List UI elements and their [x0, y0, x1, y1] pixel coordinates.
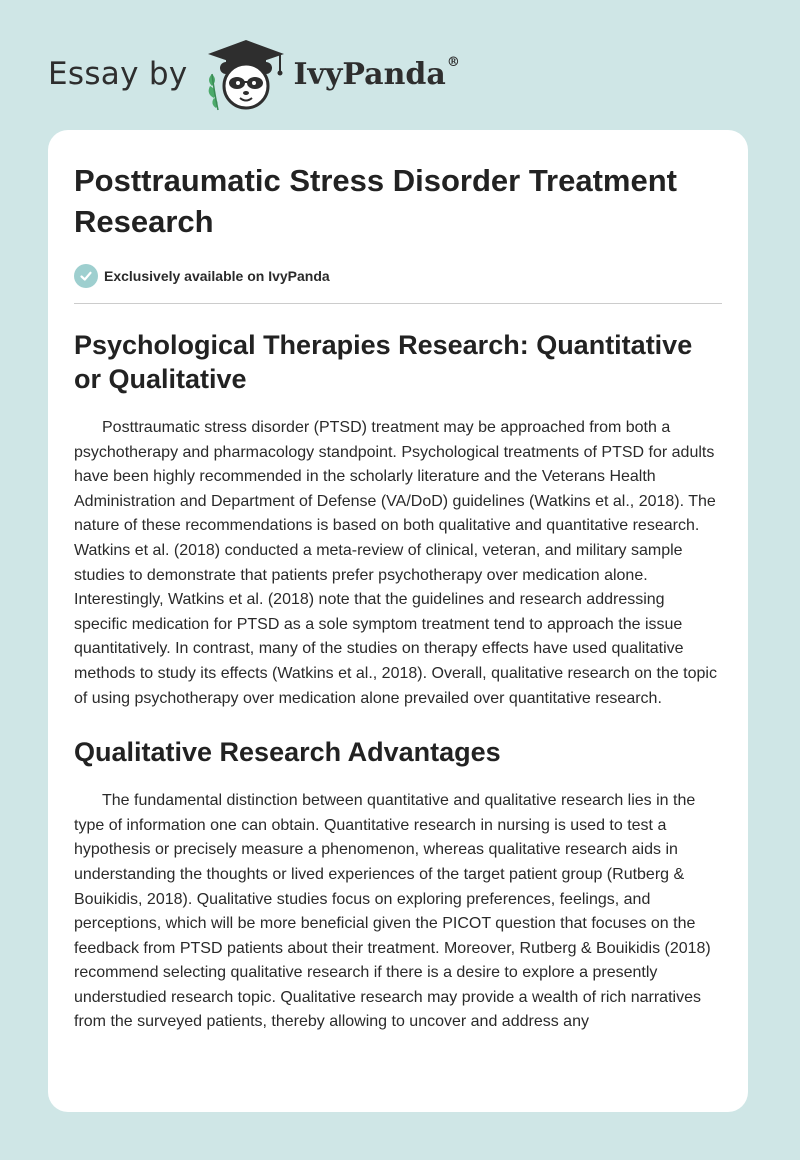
exclusive-badge	[74, 262, 722, 290]
section-heading-2: Qualitative Research Advantages	[74, 737, 501, 768]
section-paragraph-1: Posttraumatic stress disorder (PTSD) treatment may be approached from both a psychotherapy and pharmacology standpoint. Psychological treatments of PTSD for adults have been highly recommended in the scholarly literature and the Veterans Health Administration and Department of Defense (VA/DoD) guidelines (Watkins et al., 2018). The nature of these recommendations is based on both qualitative and quantitative research. Watkins et al. (2018) conducted a meta-review of clinical, veteran, and military sample studies to demonstrate that patients prefer psychotherapy over medication alone. Interestingly, Watkins et al. (2018) note that the guidelines and research addressing specific medication for PTSD as a sole symptom treatment tend to approach the issue quantitatively. In contrast, many of the studies on therapy effects have used qualitative methods to study its effects (Watkins et al., 2018). Overall, qualitative research on the topic of using psychotherapy over medication alone prevailed over quantitative research.	[74, 419, 717, 707]
check-icon	[74, 264, 98, 288]
site-header	[48, 34, 460, 114]
section-paragraph-2: The fundamental distinction between quantitative and qualitative research lies in the type of information one can obtain. Quantitative research in nursing is used to test a hypothesis or precisely measure a phenomenon, whereas qualitative research aids in understanding the thoughts or lived experiences of the target patient group (Rutberg & Bouikidis, 2018). Qualitative studies focus on exploring preferences, feelings, and perceptions, which will be more beneficial given the PICOT question that focuses on the feedback from PTSD patients about their treatment. Moreover, Rutberg & Bouikidis (2018) recommend selecting qualitative research if there is a desire to explore a presently understudied research topic. Qualitative research may provide a wealth of rich narratives from the surveyed patients, thereby allowing to uncover and address any	[74, 792, 711, 1031]
ivypanda-logo-icon[interactable]	[202, 36, 290, 112]
divider	[74, 303, 722, 304]
article-content	[74, 160, 722, 1035]
brand-name[interactable]	[293, 54, 460, 92]
essay-by-label: Essay by	[48, 56, 188, 92]
trademark-symbol: ®	[446, 54, 460, 70]
article-title: Posttraumatic Stress Disorder Treatment Research	[74, 163, 677, 239]
exclusive-text: Exclusively available on IvyPanda	[104, 268, 330, 284]
section-heading-1: Psychological Therapies Research: Quantitative or Qualitative	[74, 330, 693, 394]
brand-text: IvyPanda	[293, 56, 446, 92]
article-card	[48, 130, 748, 1112]
